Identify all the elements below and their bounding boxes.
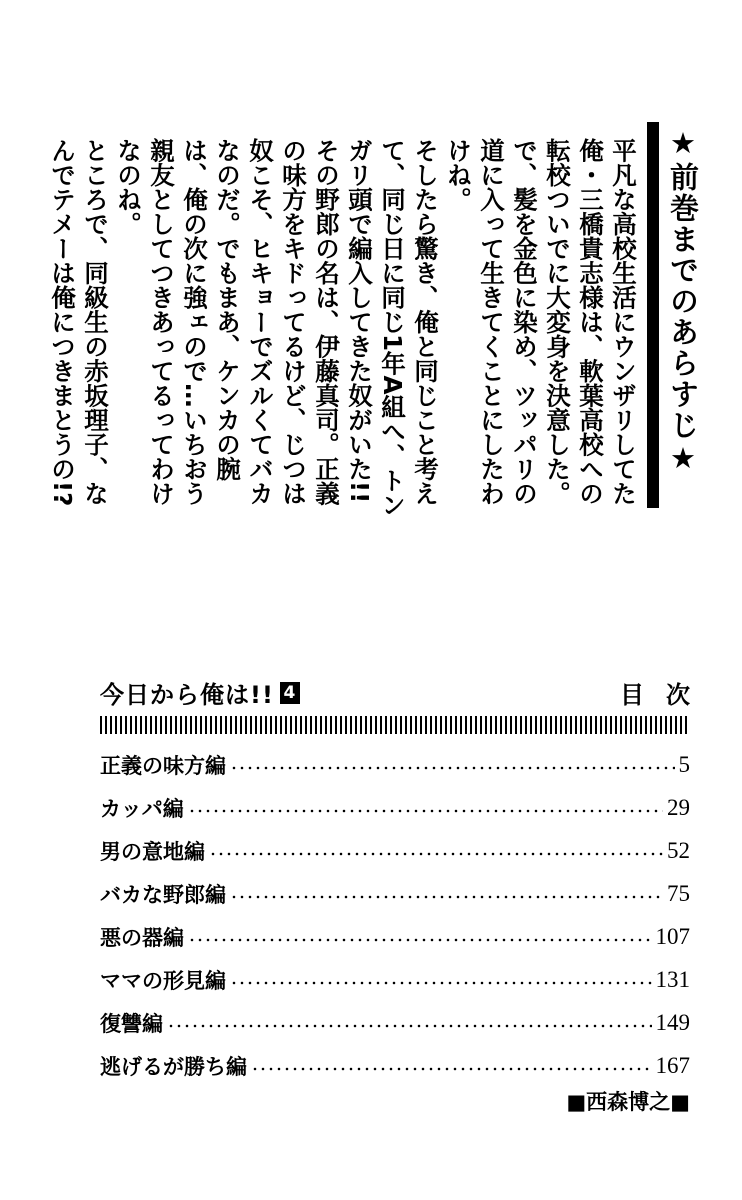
leader-dots (230, 765, 675, 771)
leader-dots (209, 851, 663, 857)
chapter-page: 5 (678, 752, 690, 777)
toc-entry[interactable] (100, 920, 690, 954)
chapter-page: 52 (667, 838, 690, 863)
synopsis-paragraph: その野郎の名は、伊藤真司。正義の味方をキドってるけど、じつは奴こそ、ヒキョーでズルくてバカなのだ。でもまあ、ケンカの腕は、俺の次に強ェので…いちおう親友としてつきあってるってわけなのね。 (114, 138, 341, 506)
toc-entry[interactable] (100, 748, 690, 782)
author-credit: ■西森博之■ (566, 1090, 690, 1114)
chapter-title: 逃げるが勝ち編 (100, 1055, 247, 1079)
contents-label: 目次 (620, 681, 712, 709)
decorative-rule (100, 716, 690, 734)
leader-dots (251, 1066, 652, 1072)
chapter-title: 悪の器編 (100, 926, 184, 950)
synopsis-divider-bar (647, 122, 659, 508)
chapter-title: バカな野郎編 (100, 883, 226, 907)
toc-entry[interactable] (100, 1006, 690, 1040)
toc-entry[interactable] (100, 1049, 690, 1083)
chapter-title: 復讐編 (100, 1012, 163, 1036)
leader-dots (167, 1023, 652, 1029)
chapter-title: ママの形見編 (100, 969, 226, 993)
synopsis-paragraph: 平凡な高校生活にウンザリしてた俺・三橋貴志様は、軟葉高校への転校ついでに大変身を決意した。で、髪を金色に染め、ツッパリの道に入って生きてくことにしたわけね。 (444, 138, 638, 506)
chapter-title: カッパ編 (100, 797, 184, 821)
synopsis-body (48, 138, 640, 518)
toc-entry[interactable] (100, 791, 690, 825)
toc-entry[interactable] (100, 963, 690, 997)
chapter-page: 131 (655, 967, 690, 992)
book-title-group (100, 675, 300, 710)
chapter-page: 107 (655, 924, 690, 949)
synopsis-paragraph: そしたら驚き、俺と同じこと考えて、同じ日に同じ1年A組へ、トンガリ頭で編入してきた奴がいた!! (345, 138, 440, 518)
leader-dots (230, 894, 663, 900)
toc-entry[interactable] (100, 834, 690, 868)
leader-dots (230, 980, 652, 986)
contents-header (100, 675, 712, 711)
leader-dots (188, 808, 663, 814)
chapter-page: 29 (667, 795, 690, 820)
volume-badge: 4 (280, 682, 300, 704)
chapter-title: 男の意地編 (100, 840, 205, 864)
chapter-page: 75 (667, 881, 690, 906)
toc-entry[interactable] (100, 877, 690, 911)
synopsis-section (48, 108, 700, 528)
synopsis-paragraph: ところで、同級生の赤坂理子、なんでテメーは俺につきまとうの!? (48, 138, 110, 507)
synopsis-title: ★前巻までのあらすじ★ (666, 126, 700, 477)
chapter-page: 167 (655, 1053, 690, 1078)
leader-dots (188, 937, 652, 943)
book-title: 今日から俺は!! (100, 681, 274, 709)
chapter-title: 正義の味方編 (100, 754, 226, 778)
chapter-page: 149 (655, 1010, 690, 1035)
